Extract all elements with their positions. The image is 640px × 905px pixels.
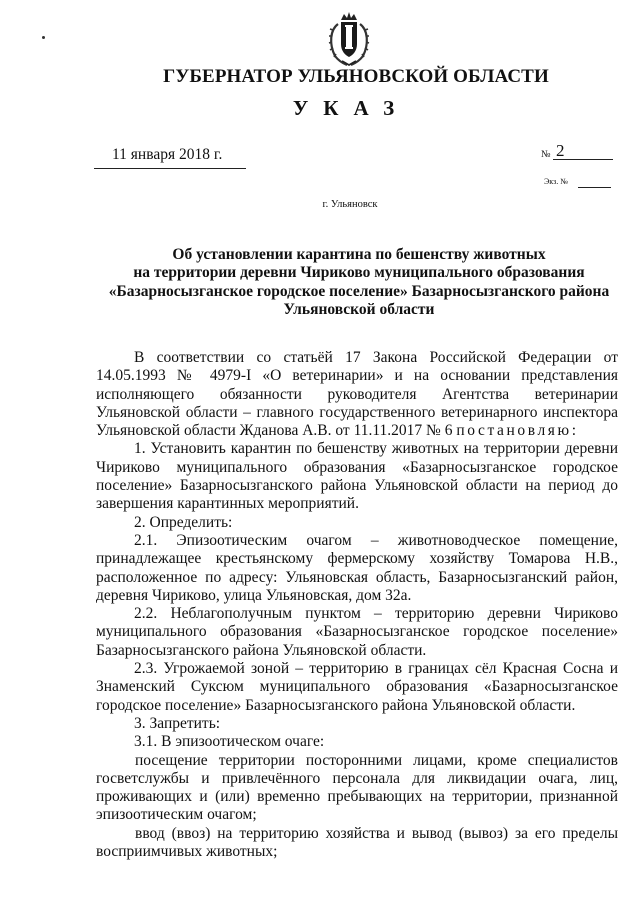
decree-word: постановляю: <box>456 422 579 440</box>
number-underline <box>553 159 613 160</box>
body-paragraph: 1. Установить карантин по бешенству животных на территории деревни Чириково муниципального образования «Базарносызганское городское поселение» Базарносызганского района Ульяновской области на период до завершения карантинных мероприятий. <box>96 440 618 513</box>
number-label: № <box>541 149 551 160</box>
body-paragraph: 2. Определить: <box>134 513 233 531</box>
governor-title: ГУБЕРНАТОР УЛЬЯНОВСКОЙ ОБЛАСТИ <box>163 66 549 87</box>
copy-number-label: Экз. № <box>544 177 568 186</box>
preamble-text: В соответствии со статьёй 17 Закона Российской Федерации от 14.05.1993 № 4979-I «О ветеринарии» и на основании представления исполняющего обязанности руководителя Агентства ветеринарии Ульяновской области – главного государственного ветеринарного инспектора Ульяновской области Жданова А.В. от 11.11.2017 № 6 <box>96 349 618 440</box>
title-line: на территории деревни Чириково муниципального образования <box>133 264 585 282</box>
document-date: 11 января 2018 г. <box>112 146 223 163</box>
title-line: Ульяновской области <box>283 300 435 318</box>
document-number: 2 <box>556 141 565 160</box>
city: г. Ульяновск <box>322 199 378 210</box>
title-line: «Базарносызганское городское поселение» Базарносызганского района <box>108 282 610 300</box>
preamble-paragraph <box>96 349 618 440</box>
scan-speck <box>42 36 45 39</box>
ulyanovsk-coat-of-arms-icon <box>324 10 374 68</box>
body-paragraph: 2.2. Неблагополучным пунктом – территорию деревни Чириково муниципального образования «Базарносызганское городское поселение» Базарносызганского района Ульяновской области. <box>96 605 618 659</box>
document-title <box>100 246 618 319</box>
body-paragraph: 2.1. Эпизоотическим очагом – животноводческое помещение, принадлежащее крестьянскому фермерскому хозяйству Томарова Н.В., расположенное по адресу: Ульяновская область, Базарносызганский район, деревня Чириково, улица Ульяновская, дом 32а. <box>96 531 618 604</box>
document-body <box>96 349 618 861</box>
copy-number-underline <box>578 187 611 188</box>
document-type: УКАЗ <box>292 96 410 120</box>
date-underline <box>94 168 246 169</box>
body-paragraph: ввод (ввоз) на территорию хозяйства и вывод (вывоз) за его пределы восприимчивых животных; <box>96 824 618 861</box>
body-paragraph: 3. Запретить: <box>134 714 221 732</box>
body-paragraph: 3.1. В эпизоотическом очаге: <box>134 733 325 751</box>
title-line: Об установлении карантина по бешенству животных <box>172 246 546 263</box>
body-paragraph: посещение территории посторонними лицами, кроме специалистов госветслужбы и привлечённого персонала для ликвидации очага, лиц, проживающих и (или) временно пребывающих на территории, признанной эпизоотическим очагом; <box>96 751 618 824</box>
body-paragraph: 2.3. Угрожаемой зоной – территорию в границах сёл Красная Сосна и Знаменский Суксюм муниципального образования «Базарносызганское городское поселение» Базарносызганского района Ульяновской области. <box>96 660 618 714</box>
